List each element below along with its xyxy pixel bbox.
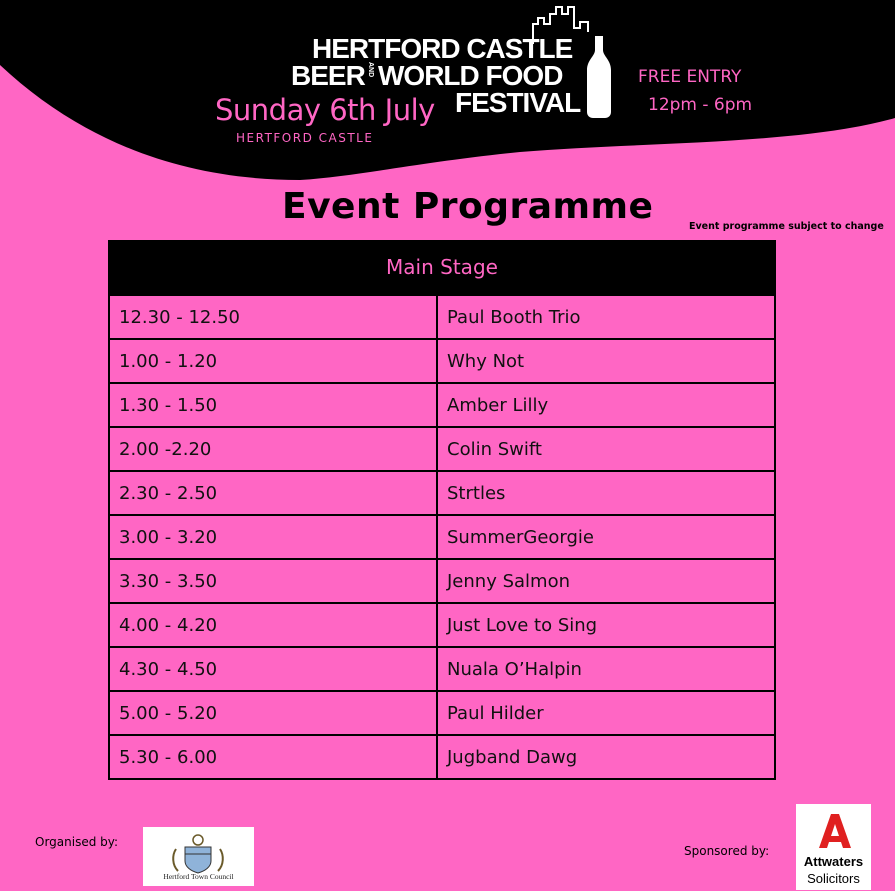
slot-time: 2.00 -2.20 bbox=[109, 427, 437, 471]
schedule-row bbox=[109, 559, 775, 603]
schedule-table bbox=[108, 240, 776, 780]
schedule-row bbox=[109, 295, 775, 339]
council-name: Hertford Town Council bbox=[163, 872, 234, 881]
organised-label: Organised by: bbox=[35, 835, 119, 849]
event-venue: HERTFORD CASTLE bbox=[236, 131, 374, 145]
logo-title-world-food: WORLD FOOD bbox=[378, 60, 563, 91]
schedule-row bbox=[109, 427, 775, 471]
slot-act: Strtles bbox=[437, 471, 775, 515]
stage-header: Main Stage bbox=[108, 240, 776, 294]
event-date: Sunday 6th July bbox=[215, 93, 435, 127]
schedule-row bbox=[109, 691, 775, 735]
slot-act: Just Love to Sing bbox=[437, 603, 775, 647]
logo-title-beer: BEER bbox=[291, 60, 365, 91]
logo-title-line1: HERTFORD CASTLE bbox=[312, 33, 573, 64]
schedule-row bbox=[109, 735, 775, 779]
slot-act: Nuala O’Halpin bbox=[437, 647, 775, 691]
slot-time: 3.00 - 3.20 bbox=[109, 515, 437, 559]
slot-act: Why Not bbox=[437, 339, 775, 383]
schedule-row bbox=[109, 515, 775, 559]
slot-time: 4.00 - 4.20 bbox=[109, 603, 437, 647]
slot-time: 1.00 - 1.20 bbox=[109, 339, 437, 383]
slot-time: 5.00 - 5.20 bbox=[109, 691, 437, 735]
sponsor-name: Attwaters bbox=[803, 854, 864, 869]
slot-time: 5.30 - 6.00 bbox=[109, 735, 437, 779]
schedule-rows bbox=[108, 294, 776, 780]
slot-act: SummerGeorgie bbox=[437, 515, 775, 559]
entry-info: FREE ENTRY bbox=[638, 67, 742, 87]
schedule-row bbox=[109, 383, 775, 427]
slot-time: 12.30 - 12.50 bbox=[109, 295, 437, 339]
slot-act: Paul Booth Trio bbox=[437, 295, 775, 339]
disclaimer-note: Event programme subject to change bbox=[689, 221, 884, 232]
sponsored-label: Sponsored by: bbox=[684, 844, 770, 858]
schedule-row bbox=[109, 603, 775, 647]
sponsor-logo bbox=[796, 804, 871, 890]
opening-hours: 12pm - 6pm bbox=[648, 95, 753, 115]
slot-time: 1.30 - 1.50 bbox=[109, 383, 437, 427]
slot-act: Paul Hilder bbox=[437, 691, 775, 735]
page-title: Event Programme bbox=[282, 186, 654, 227]
slot-time: 4.30 - 4.50 bbox=[109, 647, 437, 691]
slot-act: Jenny Salmon bbox=[437, 559, 775, 603]
slot-time: 2.30 - 2.50 bbox=[109, 471, 437, 515]
slot-act: Amber Lilly bbox=[437, 383, 775, 427]
attwaters-a-icon bbox=[796, 804, 871, 854]
sponsor-subtitle: Solicitors bbox=[807, 871, 860, 886]
logo-title-and: AND bbox=[367, 62, 374, 78]
slot-act: Colin Swift bbox=[437, 427, 775, 471]
schedule-row bbox=[109, 339, 775, 383]
schedule-row bbox=[109, 647, 775, 691]
logo-title-festival: FESTIVAL bbox=[455, 87, 581, 118]
slot-time: 3.30 - 3.50 bbox=[109, 559, 437, 603]
slot-act: Jugband Dawg bbox=[437, 735, 775, 779]
council-logo bbox=[143, 827, 254, 886]
schedule-row bbox=[109, 471, 775, 515]
